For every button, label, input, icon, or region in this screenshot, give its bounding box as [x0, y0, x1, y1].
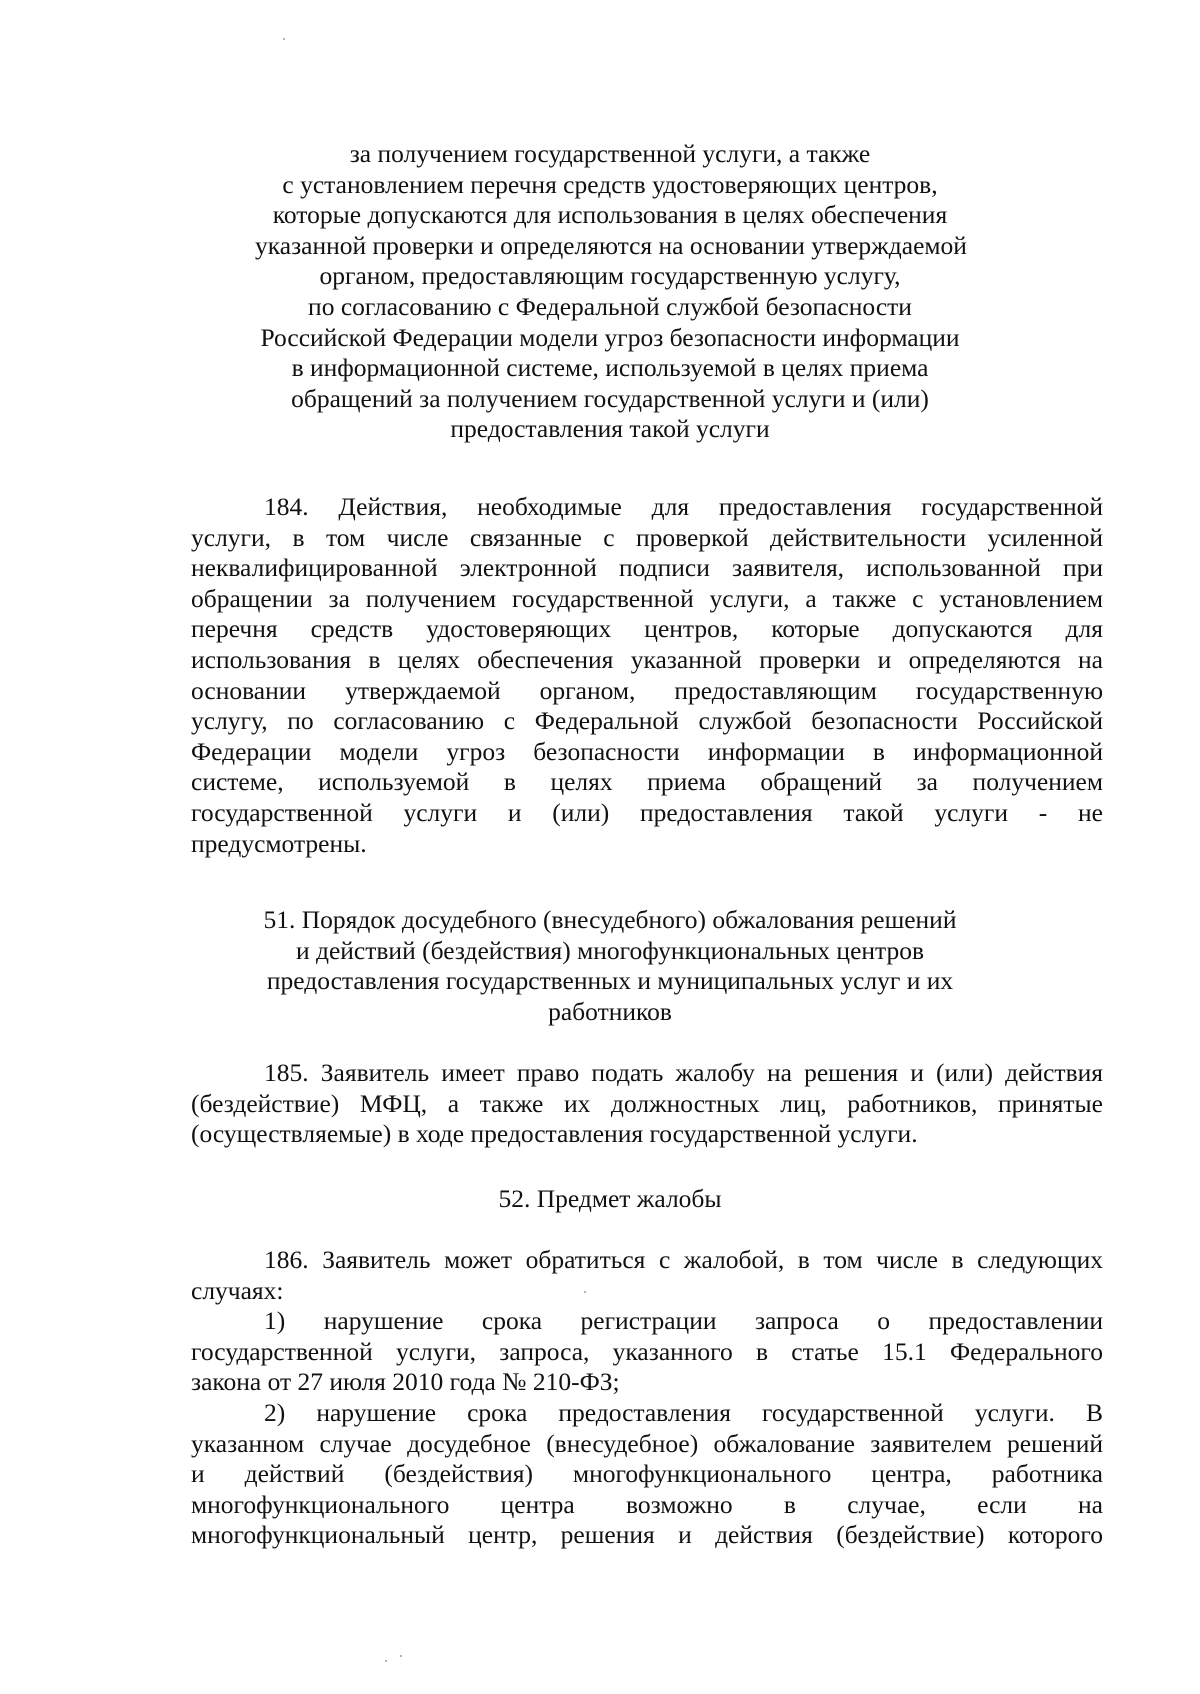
heading-line: 52. Предмет жалобы [498, 1184, 722, 1213]
heading-line: работников [548, 996, 672, 1026]
list-item-line: и действий (бездействия) многофункционального центра, работника [191, 1459, 1103, 1489]
paragraph-line: системе, используемой в целях приема обращений за получением [191, 767, 1103, 797]
heading-line: Российской Федерации модели угроз безопасности информации [260, 322, 960, 352]
paragraph-184 [191, 492, 1103, 859]
scan-speck [385, 1660, 387, 1662]
paragraph-185 [191, 1058, 1103, 1150]
scan-speck [584, 1291, 586, 1293]
paragraph-line: предусмотрены. [191, 828, 367, 858]
scan-speck [283, 38, 285, 40]
paragraph-line: (осуществляемые) в ходе предоставления государственной услуги. [191, 1119, 918, 1149]
paragraph-line: основании утверждаемой органом, предоставляющим государственную [191, 675, 1103, 705]
list-item-line: 2) нарушение срока предоставления государственной услуги. В [264, 1397, 1103, 1427]
paragraph-line: услуги, в том числе связанные с проверкой действительности усиленной [191, 522, 1103, 552]
paragraph-line: 186. Заявитель может обратиться с жалобой, в том числе в следующих [264, 1245, 1103, 1274]
paragraph-line: 185. Заявитель имеет право подать жалобу на решения и (или) действия [264, 1058, 1103, 1087]
heading-line: и действий (бездействия) многофункциональных центров [295, 935, 925, 965]
list-item-line: закона от 27 июля 2010 года № 210-ФЗ; [191, 1367, 620, 1397]
heading-line: обращений за получением государственной услуги и (или) [291, 383, 929, 413]
paragraph-line: случаях: [191, 1275, 284, 1305]
heading-line: которые допускаются для использования в целях обеспечения [272, 200, 948, 230]
heading-line: в информационной системе, используемой в целях приема [291, 353, 929, 383]
heading-line: органом, предоставляющим государственную услугу, [319, 261, 901, 291]
paragraph-line: Федерации модели угроз безопасности информации в информационной [191, 736, 1103, 766]
list-item-line: 1) нарушение срока регистрации запроса о предоставлении [264, 1306, 1103, 1336]
section-heading-continued [255, 139, 965, 445]
heading-line: предоставления такой услуги [450, 414, 770, 444]
scan-speck [400, 1655, 402, 1657]
list-item-line: государственной услуги, запроса, указанного в статье 15.1 Федерального [191, 1336, 1103, 1366]
paragraph-line: 184. Действия, необходимые для предоставления государственной [264, 492, 1103, 521]
paragraph-line: перечня средств удостоверяющих центров, которые допускаются для [191, 614, 1103, 644]
heading-line: предоставления государственных и муниципальных услуг и их [266, 966, 954, 996]
list-item-line: многофункциональный центр, решения и действия (бездействие) которого [191, 1520, 1103, 1550]
heading-line: за получением государственной услуги, а также [349, 139, 871, 168]
paragraph-line: использования в целях обеспечения указанной проверки и определяются на [191, 644, 1103, 674]
heading-line: указанной проверки и определяются на основании утверждаемой [255, 230, 967, 260]
heading-line: 51. Порядок досудебного (внесудебного) обжалования решений [263, 905, 957, 934]
section-heading-52 [255, 1184, 965, 1215]
heading-line: с установлением перечня средств удостоверяющих центров, [282, 169, 938, 199]
list-item-line: указанном случае досудебное (внесудебное) обжалование заявителем решений [191, 1428, 1103, 1458]
paragraph-line: неквалифицированной электронной подписи заявителя, использованной при [191, 553, 1103, 583]
heading-line: по согласованию с Федеральной службой безопасности [308, 291, 912, 321]
paragraph-line: услугу, по согласованию с Федеральной службой безопасности Российской [191, 706, 1103, 736]
paragraph-186 [191, 1245, 1103, 1551]
paragraph-line: государственной услуги и (или) предоставления такой услуги - не [191, 797, 1103, 827]
paragraph-line: (бездействие) МФЦ, а также их должностных лиц, работников, принятые [191, 1088, 1103, 1118]
list-item-line: многофункционального центра возможно в случае, если на [191, 1489, 1103, 1519]
paragraph-line: обращении за получением государственной услуги, а также с установлением [191, 583, 1103, 613]
section-heading-51 [255, 905, 965, 1027]
